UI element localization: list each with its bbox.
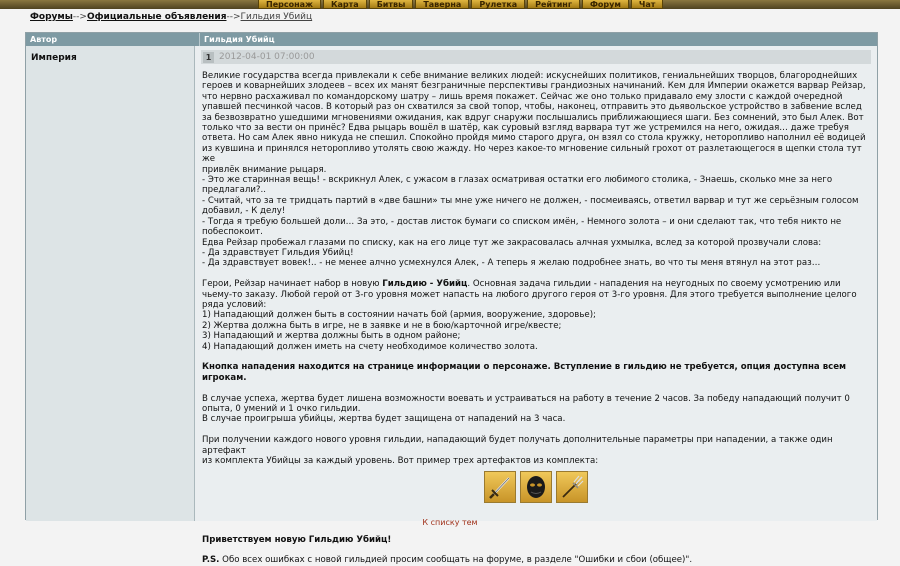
nav-item[interactable]: Карта: [323, 0, 367, 9]
text-line: 1) Нападающий должен быть в состоянии начать бой (армия, вооружение, здоровье);: [202, 310, 596, 321]
post-body: [201, 64, 871, 566]
text-line: ряда условий:: [202, 299, 267, 310]
breadcrumb-forums-link[interactable]: Форумы: [30, 12, 73, 22]
text-line: В случае успеха, жертва будет лишена возможности воевать и устраиваться на работу в течение 2 часов. За победу нападающий получит 0: [202, 393, 850, 404]
top-nav-bar: [0, 0, 900, 9]
text-line: В случае проигрыша убийцы, жертва будет защищена от нападений на 3 часа.: [202, 414, 566, 425]
ps-text: Обо всех ошибках с новой гильдией просим сообщать на форуме, в разделе "Ошибки и сбои (общее)".: [219, 555, 693, 566]
story-text: [202, 71, 870, 269]
recruit-text: . Основная задача гильдии - нападения на неугодных по своему усмотрению или: [467, 279, 841, 290]
text-line: привлёк внимание рыцаря.: [202, 164, 327, 175]
guild-name: Гильдию - Убийц: [382, 279, 468, 290]
text-line: чьему-то заказу. Любой герой от 3-го уровня может напасть на любого другого героя от 3-го уровня. Для этого требуется выполнение целого: [202, 289, 857, 300]
mask-icon[interactable]: [520, 471, 552, 503]
attack-button-notice: Кнопка нападения находится на странице информации о персонаже. Вступление в гильдию не требуется, опция доступна всем игрокам.: [202, 362, 847, 383]
post-author[interactable]: Империя: [26, 46, 195, 521]
nav-item[interactable]: Таверна: [415, 0, 469, 9]
text-line: что нервно расхаживал по командорскому шатру – лишь время покажет. Сейчас же оно только придавало ему злости с каждой очередной: [202, 91, 843, 102]
text-line: героев и коварнейших злодеев – всех их манят безграничные перспективы грандиозных начинаний. Кем для Империи окажется варвар Рейзар,: [202, 81, 866, 92]
text-line: упавшей песчинкой часов. В который раз он схватился за свой топор, чтобы, наконец, отправить это дьявольское устройство в забвение вслед: [202, 102, 862, 113]
breadcrumb-current[interactable]: Гильдия Убийц: [240, 12, 313, 22]
text-line: из комплекта Убийцы за каждый уровень. Вот пример трех артефактов из комплекта:: [202, 455, 599, 466]
text-line: ответа. Но сам Алек явно никуда не спешил. Спокойно пройдя мимо старого друга, он взял со стола кружку, неторопливо наполнил её водицей: [202, 133, 866, 144]
text-line: за безвозвратно ушедшими мгновениями ожидания, как вдруг снаружи послышались приближающиеся шаги. Без сомнений, это был Алек. Вот: [202, 112, 864, 123]
trident-icon[interactable]: [556, 471, 588, 503]
nav-item[interactable]: Персонаж: [258, 0, 321, 9]
text-line: Едва Рейзар пробежал глазами по списку, как на его лице тут же закрасовалась алчная ухмылка, вслед за которой прозвучали слова:: [202, 237, 822, 248]
main-nav: [258, 0, 663, 9]
rules-text: [202, 290, 870, 352]
artifact-set: [202, 471, 870, 503]
nav-item[interactable]: Битвы: [369, 0, 414, 9]
table-header: [26, 33, 877, 46]
breadcrumb: [30, 12, 312, 22]
recruit-paragraph: [202, 279, 870, 289]
outcome-text: [202, 394, 870, 425]
column-header-topic: Гильдия Убийц: [204, 35, 275, 44]
levels-text: [202, 435, 870, 466]
text-line: опыта, 0 умений и 1 очко гильдии.: [202, 403, 361, 414]
text-line: - Да здравствует вовек!.. - не менее алчно усмехнулся Алек, - А теперь я желаю подробнее знать, во что ты меня втянул на этот раз…: [202, 258, 821, 269]
text-line: из кувшина и принялся неторопливо утолять свою жажду. Но через какое-то мгновение сильный грохот от разлетающегося в щепки стола тут же: [202, 143, 862, 165]
text-line: - Это же старинная вещь! - вскрикнул Алек, с ужасом в глазах осматривая остатки его любимого столика, - Знаешь, сколько мне за него: [202, 175, 833, 186]
text-line: При получении каждого нового уровня гильдии, нападающий будет получать дополнительные параметры при нападении, а также один артефакт: [202, 435, 833, 456]
text-line: 3) Нападающий и жертва должны быть в одном районе;: [202, 331, 461, 342]
post-date: 2012-04-01 07:00:00: [219, 52, 315, 62]
nav-item[interactable]: Рулетка: [471, 0, 525, 9]
sword-icon[interactable]: [484, 471, 516, 503]
text-line: только что за вести он принёс? Едва рыцарь вошёл в шатёр, как суровый взгляд варвара тут же устремился на него, ожидая… даже требуя: [202, 123, 849, 134]
text-line: добавил, - К делу!: [202, 206, 286, 217]
text-line: - Тогда я требую большей доли… За это, - достав листок бумаги со списком имён, - Немного золота – и они сделают так, что тебя никто не: [202, 216, 842, 227]
breadcrumb-separator: -->: [72, 12, 87, 22]
text-line: 2) Жертва должна быть в игре, не в заявке и не в бою/карточной игре/квесте;: [202, 320, 562, 331]
ps-label: P.S.: [202, 555, 220, 566]
post-number[interactable]: 1: [203, 52, 214, 63]
nav-item[interactable]: Форум: [582, 0, 629, 9]
back-to-topics-link[interactable]: К списку тем: [422, 518, 478, 527]
text-line: - Считай, что за те тридцать партий в «две башни» ты мне уже ничего не должен, - посмеиваясь, ответил варвар и тут же серьёзным голосом: [202, 195, 859, 206]
breadcrumb-section-link[interactable]: Официальные объявления: [86, 12, 227, 22]
column-header-author: Автор: [26, 33, 200, 46]
recruit-text: Герои, Рейзар начинает набор в новую: [202, 279, 383, 290]
breadcrumb-separator: -->: [226, 12, 241, 22]
text-line: - Да здравствует Гильдия Убийц!: [202, 247, 354, 258]
text-line: побеспокоит.: [202, 227, 263, 238]
post-header: [201, 50, 871, 64]
text-line: предлагали?..: [202, 185, 266, 196]
nav-item[interactable]: Рейтинг: [527, 0, 580, 9]
text-line: Великие государства всегда привлекали к себе внимание великих людей: искуснейших политиков, гениальнейших творцов, благороднейших: [202, 71, 858, 81]
ps-paragraph: [202, 555, 870, 565]
welcome-text: Приветствуем новую Гильдию Убийц!: [202, 534, 392, 545]
nav-item[interactable]: Чат: [631, 0, 664, 9]
text-line: 4) Нападающий должен иметь на счету необходимое количество золота.: [202, 341, 538, 352]
